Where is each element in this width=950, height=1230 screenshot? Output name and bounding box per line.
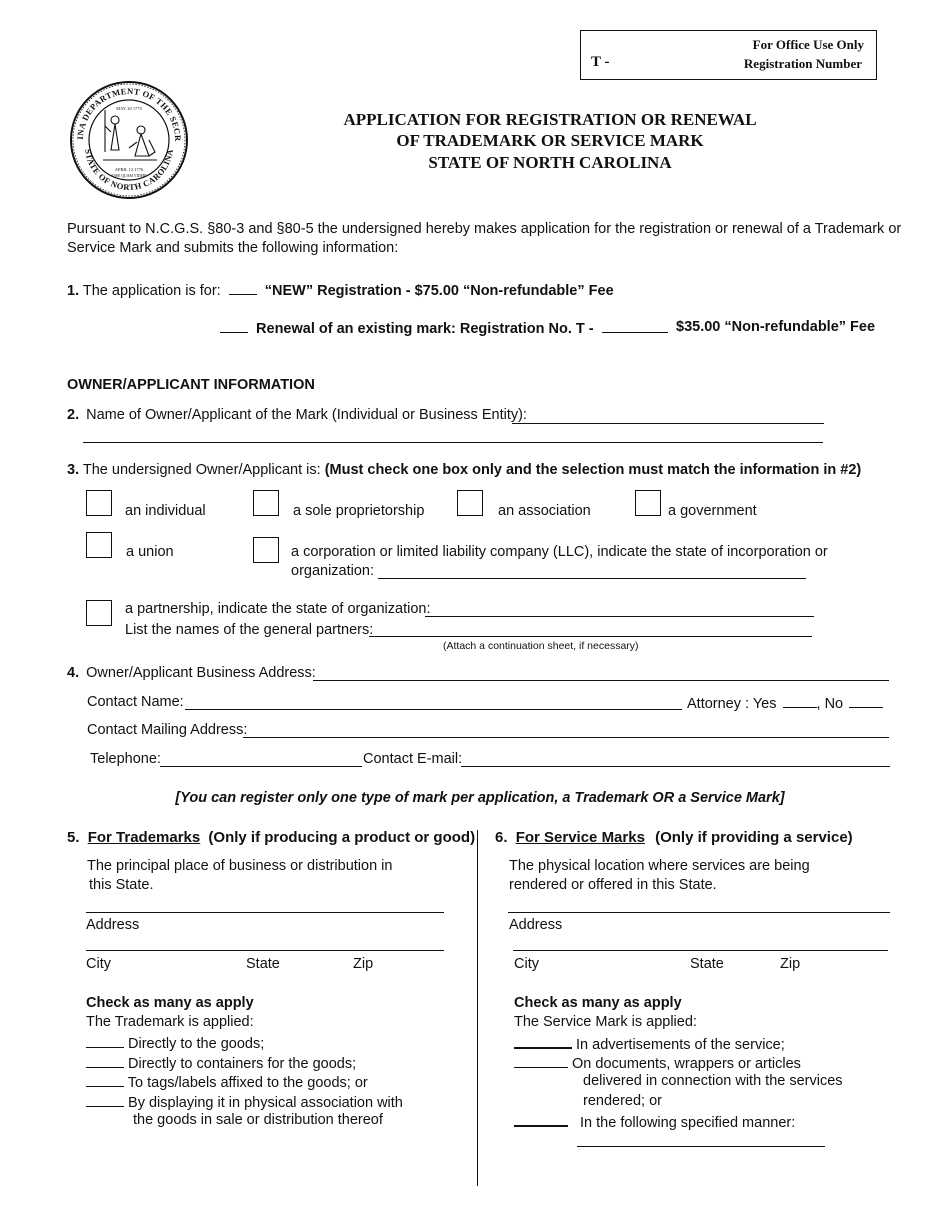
service-address-label: Address <box>509 917 563 933</box>
q4-row-address <box>67 665 316 681</box>
service-option-2-label: On documents, wrappers or articles <box>572 1056 801 1072</box>
telephone-field[interactable] <box>160 766 362 767</box>
trademark-option-4 <box>86 1093 403 1111</box>
label-government: a government <box>668 503 757 519</box>
trademark-option-2-label: Directly to containers for the goods; <box>128 1056 357 1072</box>
state-seal <box>69 80 189 200</box>
telephone-label: Telephone: <box>90 751 161 767</box>
label-union: a union <box>126 544 174 560</box>
service-city-label: City <box>514 956 539 972</box>
owner-name-field-line-2[interactable] <box>83 442 823 443</box>
seal-date-top: MAY 20 1775 <box>116 106 142 111</box>
office-use-box <box>580 30 877 80</box>
trademark-address-label: Address <box>86 917 140 933</box>
checkbox-individual[interactable] <box>86 490 112 516</box>
trademark-option-3-label: To tags/labels affixed to the goods; or <box>127 1075 368 1091</box>
renewal-label: Renewal of an existing mark: Registration No. T - <box>256 321 594 337</box>
service-option-3-label: In the following specified manner: <box>580 1115 796 1131</box>
q3-number: 3. <box>67 462 80 478</box>
office-use-label: For Office Use Only <box>752 37 864 52</box>
trademark-option-1-label: Directly to the goods; <box>128 1036 265 1052</box>
q5-desc-line-1: The principal place of business or distribution in <box>87 858 393 874</box>
trademark-address-field[interactable] <box>86 912 444 913</box>
q2-text: Name of Owner/Applicant of the Mark (Individual or Business Entity): <box>86 407 527 423</box>
trademark-option-4-blank[interactable] <box>86 1093 124 1107</box>
trademark-option-2-blank[interactable] <box>86 1054 124 1068</box>
email-field[interactable] <box>461 766 890 767</box>
partnership-state-field[interactable] <box>425 616 814 617</box>
attach-continuation-note: (Attach a continuation sheet, if necessary) <box>443 640 639 652</box>
q5-desc-line-2: this State. <box>89 877 154 893</box>
service-option-2-cont-2: rendered; or <box>583 1093 662 1109</box>
service-option-3 <box>514 1112 795 1131</box>
q5-heading <box>67 829 475 846</box>
mailing-address-label: Contact Mailing Address: <box>87 722 248 738</box>
trademark-option-1 <box>86 1034 264 1052</box>
service-applied-label: The Service Mark is applied: <box>514 1014 697 1030</box>
q3-text: The undersigned Owner/Applicant is: <box>82 462 321 478</box>
trademark-option-4-cont: the goods in sale or distribution thereof <box>133 1112 383 1128</box>
service-check-heading: Check as many as apply <box>514 995 682 1011</box>
title-line-1: APPLICATION FOR REGISTRATION OR RENEWAL <box>343 110 757 129</box>
attorney-yes-label: Attorney : Yes <box>687 696 777 712</box>
service-option-1-blank[interactable] <box>514 1034 572 1049</box>
trademark-option-1-blank[interactable] <box>86 1034 124 1048</box>
q2-number: 2. <box>67 407 80 423</box>
trademark-option-3-blank[interactable] <box>86 1073 124 1087</box>
email-label: Contact E-mail: <box>363 751 463 767</box>
seal-figures <box>103 110 157 160</box>
service-city-state-zip-field[interactable] <box>513 950 888 951</box>
service-option-1-label: In advertisements of the service; <box>576 1037 785 1053</box>
trademark-option-3 <box>86 1073 368 1091</box>
seal-graphic <box>69 80 189 200</box>
seal-ring-top: INA DEPARTMENT OF THE SECR <box>74 85 184 142</box>
q3-row <box>67 462 861 478</box>
q6-heading-title: For Service Marks <box>515 829 645 846</box>
q4-number: 4. <box>67 665 80 681</box>
seal-motto: ESSE QUAM VIDERI <box>111 174 147 178</box>
new-registration-label: “NEW” Registration - $75.00 “Non-refundable” Fee <box>264 283 614 299</box>
trademark-applied-label: The Trademark is applied: <box>86 1014 254 1030</box>
q3-instruction: (Must check one box only and the selection must match the information in #2) <box>324 462 862 478</box>
checkbox-association[interactable] <box>457 490 483 516</box>
attorney-yes-field[interactable] <box>783 694 817 708</box>
new-registration-blank[interactable] <box>229 281 257 295</box>
service-option-2-cont-1: delivered in connection with the services <box>583 1073 843 1089</box>
attorney-row <box>687 694 883 712</box>
checkbox-corporation-llc[interactable] <box>253 537 279 563</box>
q6-heading-note: (Only if providing a service) <box>655 829 853 846</box>
service-option-2 <box>514 1054 801 1072</box>
svg-text:CAROLINA DEPARTMENT OF THE SEC <box>69 80 183 142</box>
service-state-label: State <box>690 956 724 972</box>
renewal-fee: $35.00 “Non-refundable” Fee <box>676 319 876 335</box>
q6-heading <box>495 829 853 846</box>
trademark-city-label: City <box>86 956 111 972</box>
checkbox-union[interactable] <box>86 532 112 558</box>
seal-date-bottom: APRIL 12 1776 <box>114 167 144 172</box>
owner-section-heading: OWNER/APPLICANT INFORMATION <box>67 377 315 393</box>
q1-text: The application is for: <box>82 283 221 299</box>
contact-name-field[interactable] <box>185 709 682 710</box>
renewal-blank[interactable] <box>220 319 248 333</box>
renewal-registration-number-field[interactable] <box>602 319 668 333</box>
checkbox-partnership[interactable] <box>86 600 112 626</box>
q6-number: 6. <box>495 829 508 846</box>
attorney-no-label: , No <box>816 696 844 712</box>
service-option-2-blank[interactable] <box>514 1054 568 1068</box>
business-address-label: Owner/Applicant Business Address: <box>86 665 316 681</box>
intro-line-2: Service Mark and submits the following information: <box>67 240 399 256</box>
general-partners-field[interactable] <box>369 636 812 637</box>
registration-prefix: T - <box>591 54 610 70</box>
q1-row-new <box>67 281 614 299</box>
label-corporation-line-1: a corporation or limited liability company (LLC), indicate the state of incorporation or <box>291 544 828 560</box>
q5-heading-note: (Only if producing a product or good) <box>208 829 476 846</box>
service-option-1 <box>514 1034 785 1053</box>
business-address-field[interactable] <box>313 680 889 681</box>
service-specified-manner-field[interactable] <box>577 1146 825 1147</box>
q2-row <box>67 407 527 423</box>
label-sole-proprietorship: a sole proprietorship <box>293 503 425 519</box>
q6-desc-line-2: rendered or offered in this State. <box>509 877 717 893</box>
trademark-check-heading: Check as many as apply <box>86 995 254 1011</box>
state-of-incorporation-field[interactable] <box>378 578 806 579</box>
trademark-zip-label: Zip <box>353 956 374 972</box>
owner-name-field[interactable] <box>512 423 824 424</box>
q6-desc-line-1: The physical location where services are being <box>509 858 810 874</box>
checkbox-sole-proprietorship[interactable] <box>253 490 279 516</box>
seal-ring-bottom: STATE OF NORTH CAROLINA <box>83 148 175 193</box>
q1-row-renewal <box>220 319 668 337</box>
q5-number: 5. <box>67 829 80 846</box>
contact-name-label: Contact Name: <box>87 694 184 710</box>
q5-heading-title: For Trademarks <box>87 829 201 846</box>
label-association: an association <box>498 503 591 519</box>
mailing-address-field[interactable] <box>243 737 889 738</box>
label-general-partners: List the names of the general partners: <box>125 622 374 638</box>
trademark-city-state-zip-field[interactable] <box>86 950 444 951</box>
service-option-3-blank[interactable] <box>514 1112 568 1127</box>
trademark-option-4-label: By displaying it in physical association with <box>128 1095 403 1111</box>
label-individual: an individual <box>125 503 206 519</box>
intro-line-1: Pursuant to N.C.G.S. §80-3 and §80-5 the undersigned hereby makes application for the registration or renewal of a Trademark or <box>67 221 902 237</box>
trademark-option-2 <box>86 1054 356 1072</box>
attorney-no-field[interactable] <box>849 694 883 708</box>
one-mark-notice: [You can register only one type of mark per application, a Trademark OR a Service Mark] <box>175 790 785 806</box>
service-zip-label: Zip <box>780 956 801 972</box>
registration-number-label: Registration Number <box>743 56 862 71</box>
label-corporation-line-2: organization: <box>291 563 375 579</box>
checkbox-government[interactable] <box>635 490 661 516</box>
column-divider <box>477 830 478 1186</box>
title-line-2: OF TRADEMARK OR SERVICE MARK <box>396 131 704 150</box>
label-partnership: a partnership, indicate the state of organization: <box>125 601 431 617</box>
service-address-field[interactable] <box>508 912 890 913</box>
q1-number: 1. <box>67 283 80 299</box>
title-line-3: STATE OF NORTH CAROLINA <box>428 153 672 172</box>
trademark-state-label: State <box>246 956 280 972</box>
